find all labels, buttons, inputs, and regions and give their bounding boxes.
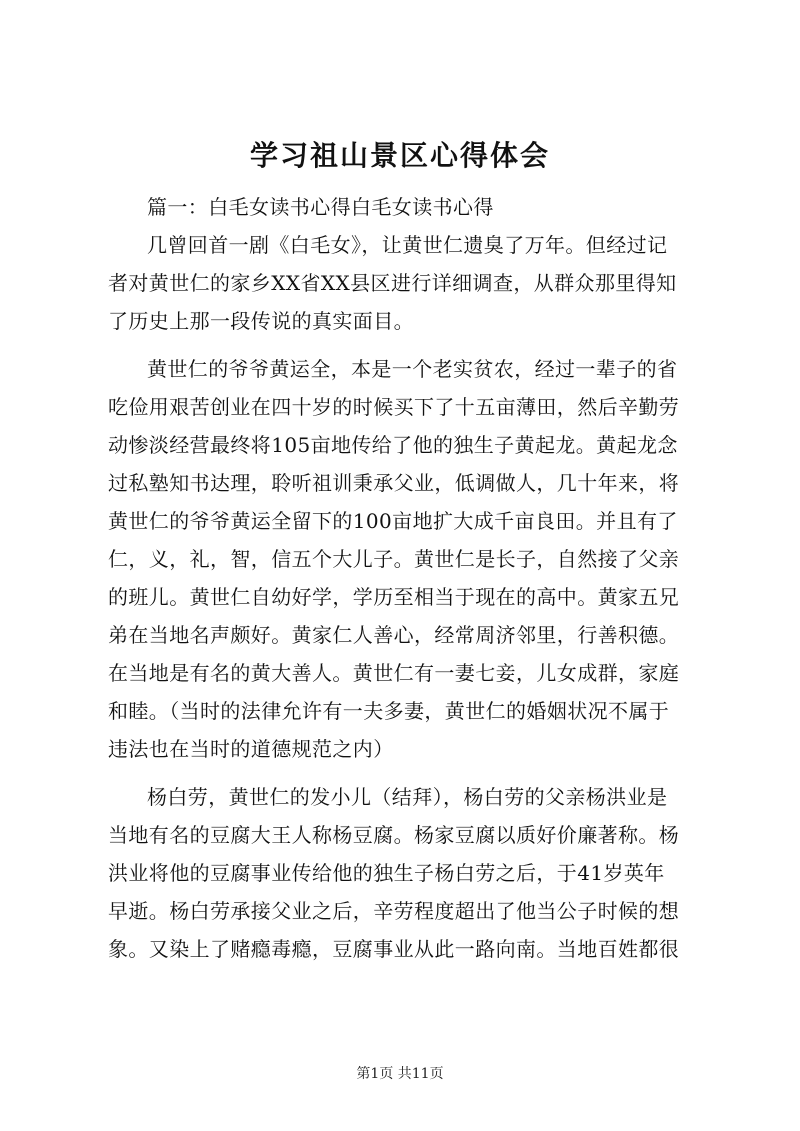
paragraph-line: 象。又染上了赌瘾毒瘾，豆腐事业从此一路向南。当地百姓都很	[108, 937, 680, 961]
paragraph-line: 当地有名的豆腐大王人称杨豆腐。杨家豆腐以质好价廉著称。杨	[108, 823, 680, 847]
paragraph-line: 仁，义，礼，智，信五个大儿子。黄世仁是长子，自然接了父亲	[108, 547, 680, 571]
paragraph-line: 早逝。杨白劳承接父业之后，辛劳程度超出了他当公子时候的想	[108, 899, 680, 923]
paragraph-line: 违法也在当时的道德规范之内）	[108, 737, 394, 761]
paragraph-line: 的班儿。黄世仁自幼好学，学历至相当于现在的高中。黄家五兄	[108, 585, 680, 609]
paragraph-line: 洪业将他的豆腐事业传给他的独生子杨白劳之后，于41岁英年	[108, 861, 665, 885]
page-number-footer: 第1页 共11页	[356, 1066, 444, 1082]
paragraph-line: 弟在当地名声颇好。黄家仁人善心，经常周济邻里，行善积德。	[108, 623, 680, 647]
paragraph-line: 者对黄世仁的家乡XX省XX县区进行详细调查，从群众那里得知	[108, 271, 677, 295]
paragraph-line: 黄世仁的爷爷黄运全，本是一个老实贫农，经过一辈子的省	[147, 357, 678, 381]
document-title: 学习祖山景区心得体会	[249, 139, 550, 172]
paragraph-line: 过私塾知书达理，聆听祖训秉承父业，低调做人，几十年来，将	[108, 471, 680, 495]
paragraph-line: 杨白劳，黄世仁的发小儿（结拜），杨白劳的父亲杨洪业是	[147, 785, 668, 809]
paragraph-line: 几曾回首一剧《白毛女》，让黄世仁遗臭了万年。但经过记	[147, 233, 668, 257]
section-heading: 篇一：白毛女读书心得白毛女读书心得	[147, 195, 494, 219]
paragraph-line: 在当地是有名的黄大善人。黄世仁有一妻七妾，儿女成群，家庭	[108, 661, 680, 685]
paragraph-line: 黄世仁的爷爷黄运全留下的100亩地扩大成千亩良田。并且有了	[108, 509, 678, 533]
paragraph-line: 和睦。（当时的法律允许有一夫多妻，黄世仁的婚姻状况不属于	[108, 699, 670, 723]
paragraph-line: 了历史上那一段传说的真实面目。	[108, 309, 414, 333]
paragraph-line: 动惨淡经营最终将105亩地传给了他的独生子黄起龙。黄起龙念	[108, 433, 678, 457]
paragraph-line: 吃俭用艰苦创业在四十岁的时候买下了十五亩薄田，然后辛勤劳	[108, 395, 680, 419]
